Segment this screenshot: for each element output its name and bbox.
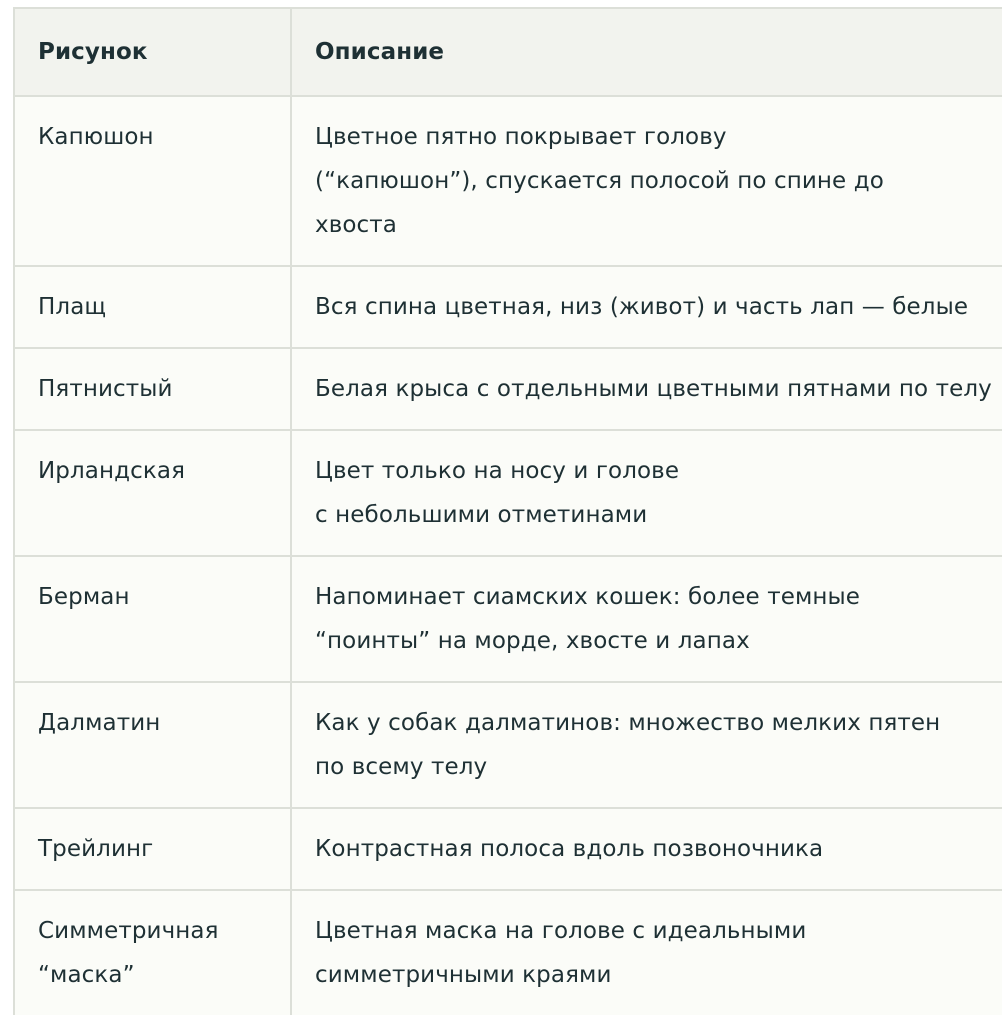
description-cell	[291, 96, 1002, 266]
table-row	[14, 890, 1002, 1015]
description-text: Цветная маска на голове с идеальными симметричными краями	[315, 918, 807, 988]
description-cell	[291, 890, 1002, 1015]
rat-patterns-table	[13, 7, 1002, 1015]
description-cell: Контрастная полоса вдоль позвоночника	[291, 808, 1002, 890]
pattern-text: Симметричная “маска”	[38, 918, 219, 988]
pattern-cell	[14, 890, 291, 1015]
description-text: Цвет только на носу и голове с небольшими отметинами	[315, 458, 680, 528]
header-description: Описание	[291, 8, 1002, 96]
table-row	[14, 430, 1002, 556]
pattern-cell: Берман	[14, 556, 291, 682]
pattern-cell: Капюшон	[14, 96, 291, 266]
table-header	[14, 8, 1002, 96]
description-text: Как у собак далматинов: множество мелких пятен по всему телу	[315, 710, 941, 780]
header-row	[14, 8, 1002, 96]
pattern-cell: Ирландская	[14, 430, 291, 556]
description-text: Цветное пятно покрывает голову (“капюшон”), спускается полосой по спине до хвоста	[315, 124, 884, 238]
pattern-cell: Трейлинг	[14, 808, 291, 890]
pattern-cell: Далматин	[14, 682, 291, 808]
description-cell: Вся спина цветная, низ (живот) и часть лап — белые	[291, 266, 1002, 348]
header-pattern: Рисунок	[14, 8, 291, 96]
description-cell	[291, 682, 1002, 808]
description-cell	[291, 556, 1002, 682]
table-row	[14, 556, 1002, 682]
table-row	[14, 682, 1002, 808]
description-cell	[291, 430, 1002, 556]
table-row	[14, 348, 1002, 430]
description-text: Белая крыса с отдельными цветными пятнами по телу	[315, 376, 992, 402]
rat-patterns-table-container	[13, 7, 1002, 1015]
description-text: Напоминает сиамских кошек: более темные “поинты” на морде, хвосте и лапах	[315, 584, 861, 654]
description-cell	[291, 348, 1002, 430]
table-row	[14, 266, 1002, 348]
table-row	[14, 808, 1002, 890]
pattern-cell: Плащ	[14, 266, 291, 348]
pattern-cell: Пятнистый	[14, 348, 291, 430]
table-row	[14, 96, 1002, 266]
table-body	[14, 96, 1002, 1015]
